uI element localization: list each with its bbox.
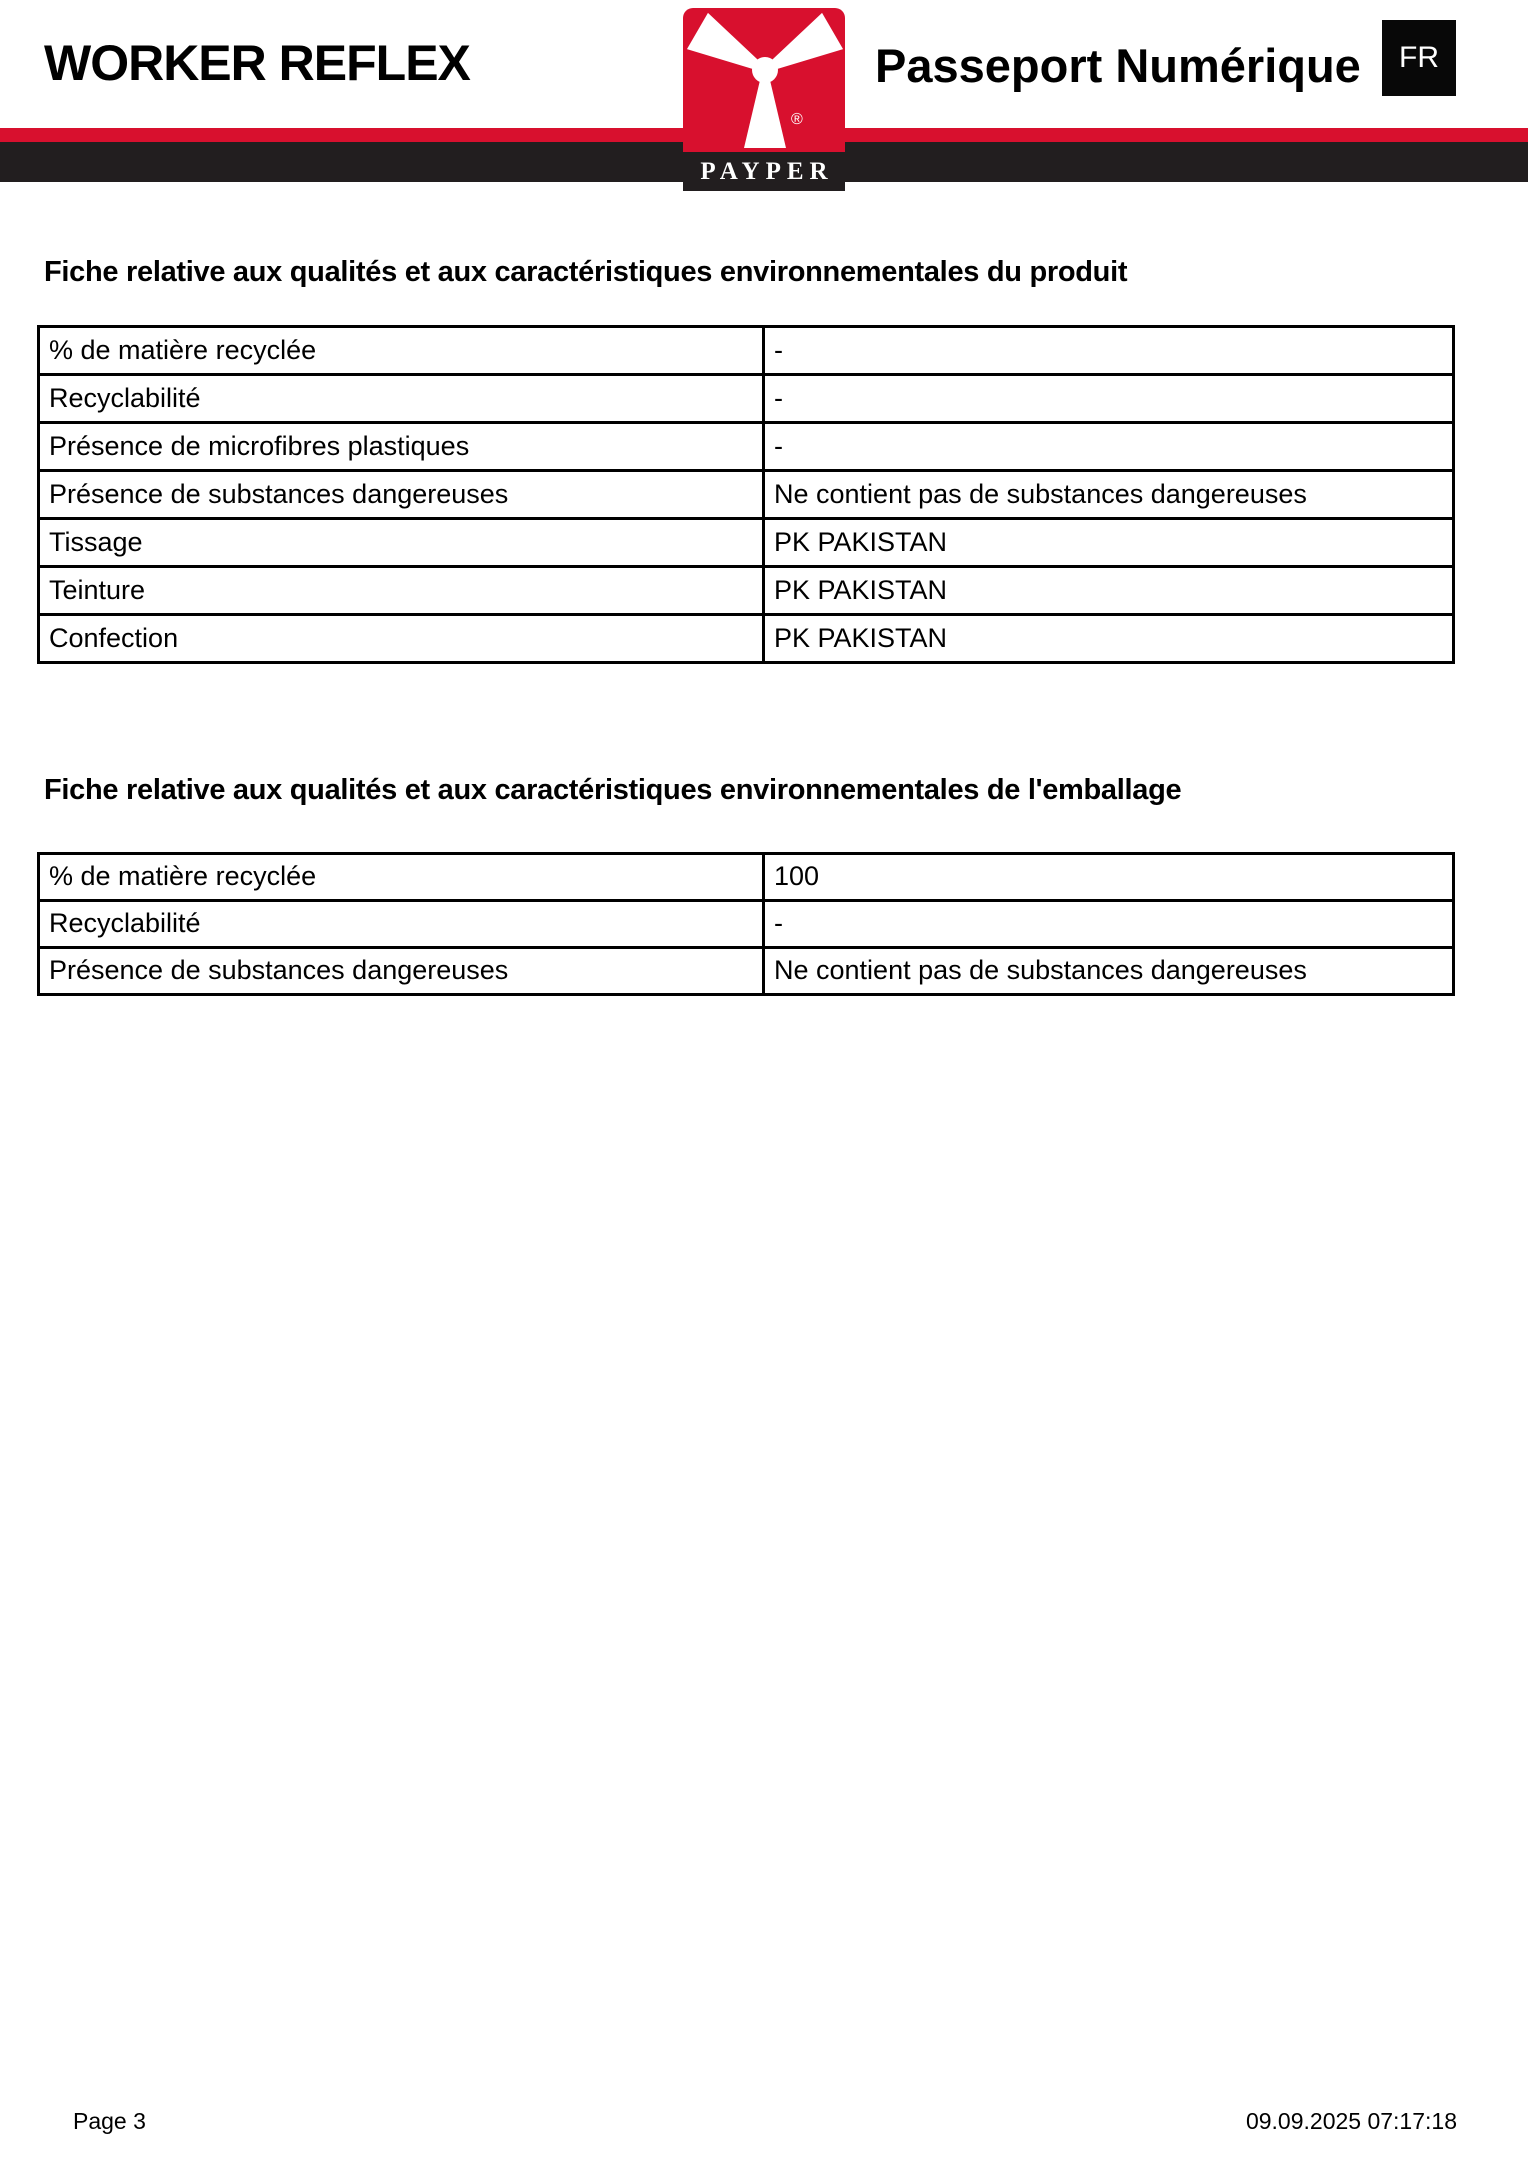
page-number: Page 3 xyxy=(73,2108,146,2134)
row-label: Présence de substances dangereuses xyxy=(39,471,764,519)
row-value: PK PAKISTAN xyxy=(764,567,1454,615)
row-value: - xyxy=(764,423,1454,471)
table-row xyxy=(39,948,1454,995)
row-value: - xyxy=(764,327,1454,375)
product-environment-table xyxy=(37,325,1455,664)
row-label: Confection xyxy=(39,615,764,663)
table-row xyxy=(39,327,1454,375)
row-label: Tissage xyxy=(39,519,764,567)
row-value: PK PAKISTAN xyxy=(764,615,1454,663)
registered-mark: ® xyxy=(791,111,803,128)
payper-propeller-icon xyxy=(683,8,845,152)
row-value: Ne contient pas de substances dangereuses xyxy=(764,471,1454,519)
table-row xyxy=(39,854,1454,901)
row-label: Recyclabilité xyxy=(39,901,764,948)
row-label: % de matière recyclée xyxy=(39,854,764,901)
section-heading-product: Fiche relative aux qualités et aux caractéristiques environnementales du produit xyxy=(44,256,1128,288)
table-row xyxy=(39,519,1454,567)
row-value: PK PAKISTAN xyxy=(764,519,1454,567)
table-row xyxy=(39,615,1454,663)
section-heading-packaging: Fiche relative aux qualités et aux caractéristiques environnementales de l'emballage xyxy=(44,774,1182,806)
row-label: Présence de microfibres plastiques xyxy=(39,423,764,471)
row-value: - xyxy=(764,375,1454,423)
table-row xyxy=(39,567,1454,615)
row-label: % de matière recyclée xyxy=(39,327,764,375)
row-value: Ne contient pas de substances dangereuses xyxy=(764,948,1454,995)
row-value: 100 xyxy=(764,854,1454,901)
brand-name-label: PAYPER xyxy=(700,158,834,185)
row-label: Recyclabilité xyxy=(39,375,764,423)
table-row xyxy=(39,375,1454,423)
language-badge xyxy=(1382,20,1456,96)
row-label: Teinture xyxy=(39,567,764,615)
row-value: - xyxy=(764,901,1454,948)
row-label: Présence de substances dangereuses xyxy=(39,948,764,995)
document-title: Passeport Numérique xyxy=(875,39,1361,92)
payper-logo xyxy=(683,8,845,191)
packaging-environment-table xyxy=(37,852,1455,996)
table-row xyxy=(39,423,1454,471)
table-row xyxy=(39,471,1454,519)
footer-timestamp: 09.09.2025 07:17:18 xyxy=(1245,2108,1457,2134)
language-badge-label: FR xyxy=(1399,41,1439,74)
payper-wordmark xyxy=(683,152,845,191)
table-row xyxy=(39,901,1454,948)
product-title: WORKER REFLEX xyxy=(44,35,470,91)
